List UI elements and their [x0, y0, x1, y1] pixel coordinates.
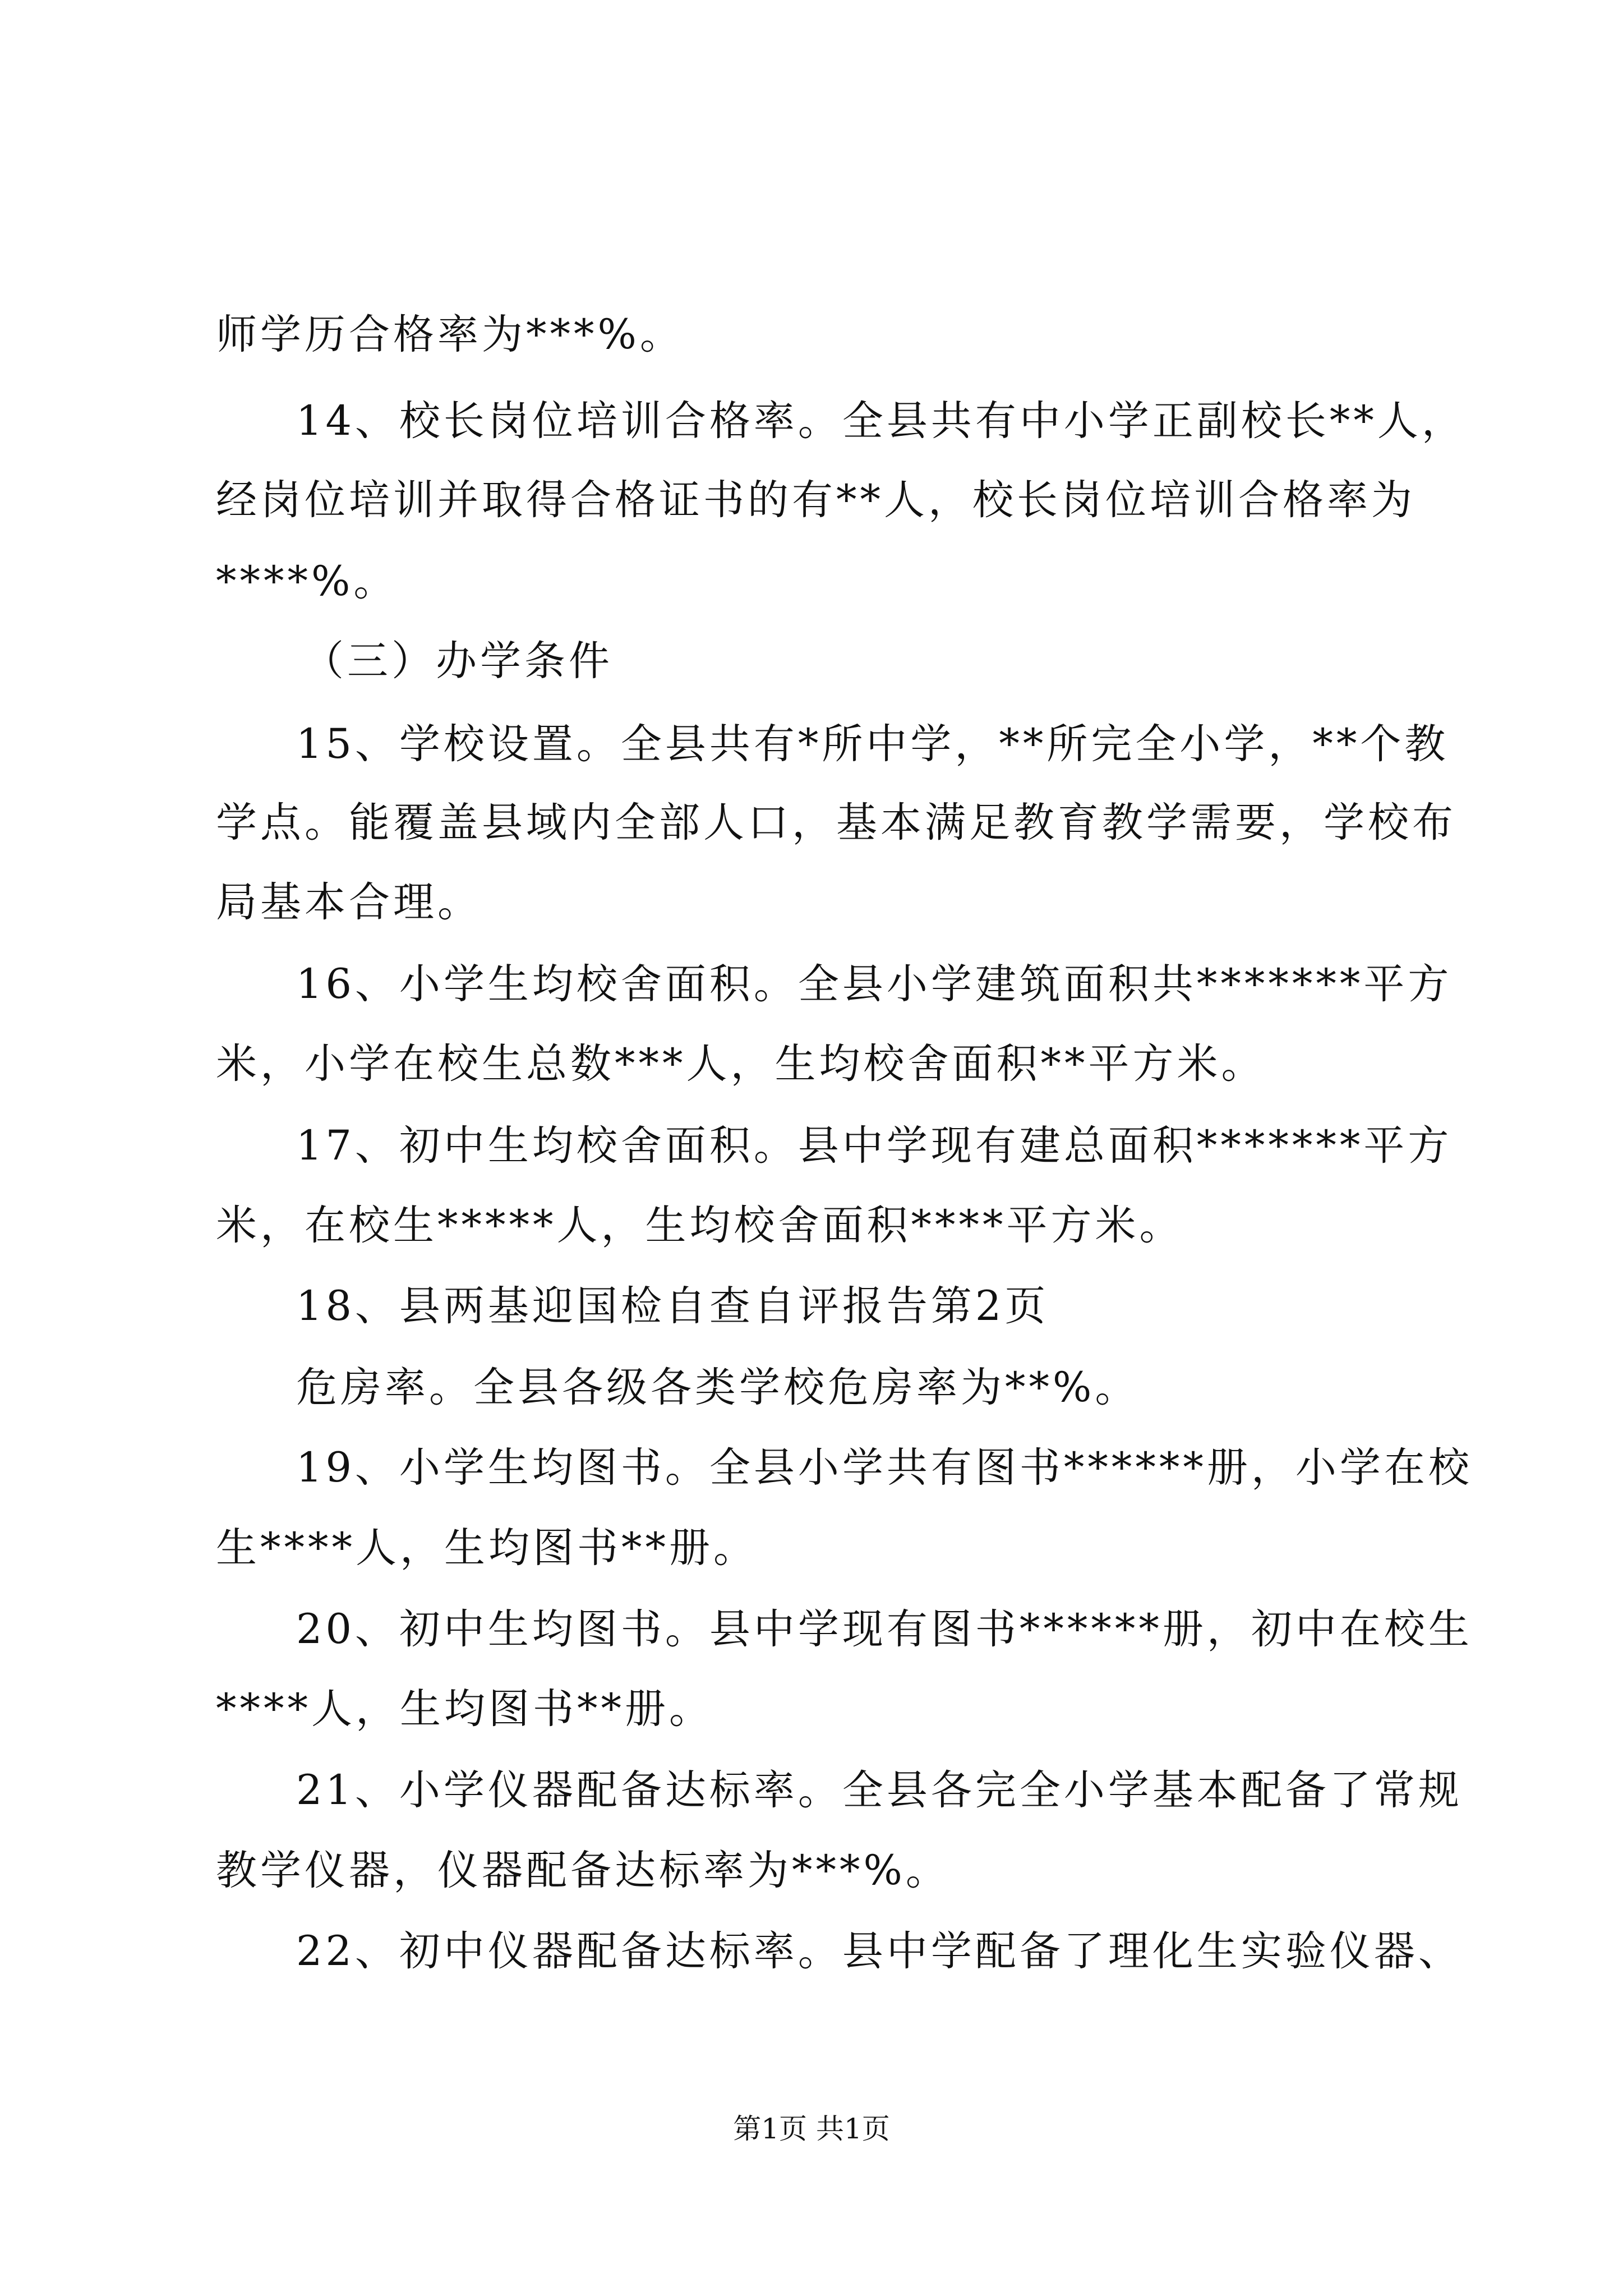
text-line: 18、县两基迎国检自查自评报告第2页: [296, 1282, 1049, 1330]
text-line: 16、小学生均校舍面积。全县小学建筑面积共*******平方: [296, 960, 1453, 1008]
text-line: 经岗位培训并取得合格证书的有**人，校长岗位培训合格率为: [216, 476, 1415, 524]
text-line: 教学仪器，仪器配备达标率为***%。: [216, 1847, 950, 1894]
text-line: 米，小学在校生总数***人，生均校舍面积**平方米。: [216, 1040, 1266, 1088]
section-heading: （三）办学条件: [303, 637, 613, 685]
text-line: 20、初中生均图书。县中学现有图书******册，初中在校生: [296, 1605, 1473, 1653]
text-line: 米，在校生*****人，生均校舍面积****平方米。: [216, 1202, 1184, 1249]
text-line: 危房率。全县各级各类学校危房率为**%。: [296, 1364, 1140, 1411]
page-footer: 第1页 共1页: [733, 2113, 890, 2145]
text-line: 学点。能覆盖县域内全部人口，基本满足教育教学需要，学校布: [216, 799, 1456, 846]
text-line: ****%。: [216, 558, 398, 605]
text-line: 师学历合格率为***%。: [216, 311, 684, 358]
text-line: 22、初中仪器配备达标率。县中学配备了理化生实验仪器、: [296, 1927, 1463, 1975]
text-line: 19、小学生均图书。全县小学共有图书******册，小学在校: [296, 1444, 1473, 1492]
text-line: 21、小学仪器配备达标率。全县各完全小学基本配备了常规: [296, 1766, 1463, 1814]
text-line: 14、校长岗位培训合格率。全县共有中小学正副校长**人，: [296, 397, 1466, 445]
text-line: 17、初中生均校舍面积。县中学现有建总面积*******平方: [296, 1122, 1453, 1170]
text-line: 局基本合理。: [216, 878, 482, 926]
text-line: 生****人，生均图书**册。: [216, 1524, 758, 1572]
text-line: 15、学校设置。全县共有*所中学，**所完全小学，**个教: [296, 720, 1449, 768]
text-line: ****人，生均图书**册。: [216, 1685, 713, 1733]
